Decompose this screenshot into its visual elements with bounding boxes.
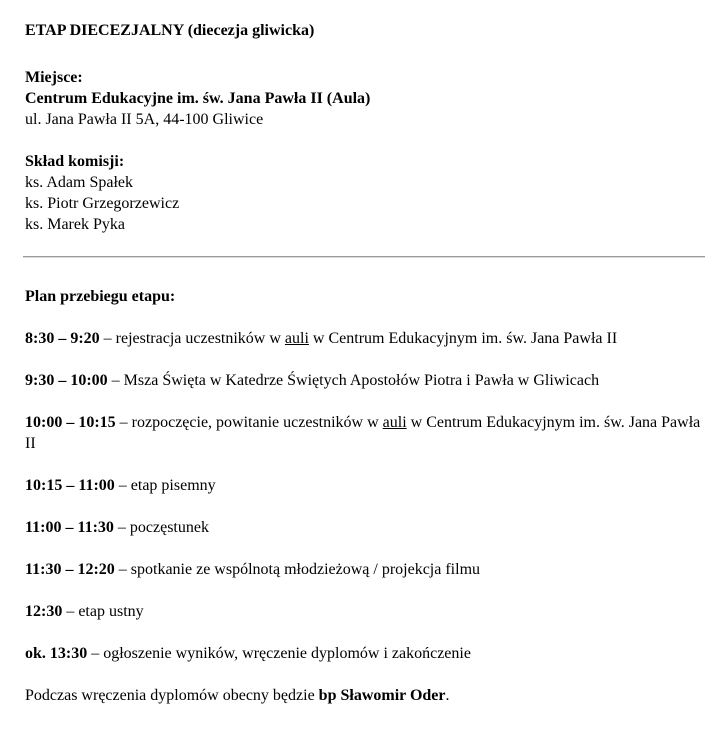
schedule-time: 9:30 – 10:00 (25, 372, 108, 389)
schedule-time: 8:30 – 9:20 (25, 330, 100, 347)
committee-member: ks. Adam Spałek (25, 174, 133, 191)
schedule-text: – etap pisemny (114, 477, 216, 494)
schedule-underlined-term: auli (284, 330, 309, 347)
schedule-underlined-term: auli (382, 414, 407, 431)
committee-member: ks. Marek Pyka (25, 216, 125, 233)
schedule-item (25, 475, 708, 496)
location-label: Miejsce: (25, 69, 83, 86)
committee-label: Skład komisji: (25, 153, 125, 170)
plan-heading: Plan przebiegu etapu: (25, 288, 176, 305)
schedule-text: – etap ustny (62, 603, 144, 620)
schedule-text: w Centrum Edukacyjnym im. św. Jana Pawła II (308, 330, 618, 347)
bishop-name: bp Sławomir Oder (318, 687, 446, 704)
schedule-text: – rozpoczęcie, powitanie uczestników w (115, 414, 383, 431)
schedule-text: – spotkanie ze wspólnotą młodzieżową / projekcja filmu (114, 561, 481, 578)
closing-period: . (445, 687, 450, 704)
committee-member: ks. Piotr Grzegorzewicz (25, 195, 180, 212)
schedule-item (25, 517, 708, 538)
schedule-time: 10:15 – 11:00 (25, 477, 115, 494)
schedule-text: – Msza Święta w Katedrze Świętych Apostołów Piotra i Pawła w Gliwicach (107, 372, 600, 389)
location-address: ul. Jana Pawła II 5A, 44-100 Gliwice (25, 111, 264, 128)
location-section (25, 67, 708, 130)
document-title: ETAP DIECEZJALNY (diecezja gliwicka) (25, 22, 315, 39)
schedule-time: 11:30 – 12:20 (25, 561, 115, 578)
schedule-item (25, 412, 708, 454)
schedule-item (25, 328, 708, 349)
schedule-text: – rejestracja uczestników w (99, 330, 285, 347)
schedule-time: 10:00 – 10:15 (25, 414, 116, 431)
schedule-text: – ogłoszenie wyników, wręczenie dyplomów i zakończenie (87, 645, 471, 662)
location-venue: Centrum Edukacyjne im. św. Jana Pawła II (Aula) (25, 90, 371, 107)
committee-section (25, 151, 708, 235)
section-divider (23, 256, 705, 258)
closing-text: Podczas wręczenia dyplomów obecny będzie (25, 687, 319, 704)
schedule-item (25, 643, 708, 664)
schedule-text: w Centrum Edukacyjnym im. św. Jana Pawła II (25, 414, 701, 452)
schedule-text: – poczęstunek (113, 519, 209, 536)
schedule-item (25, 559, 708, 580)
closing-note (25, 685, 708, 706)
schedule-item (25, 370, 708, 391)
schedule-time: ok. 13:30 (25, 645, 88, 662)
schedule-time: 11:00 – 11:30 (25, 519, 114, 536)
schedule-time: 12:30 (25, 603, 63, 620)
schedule-item (25, 601, 708, 622)
